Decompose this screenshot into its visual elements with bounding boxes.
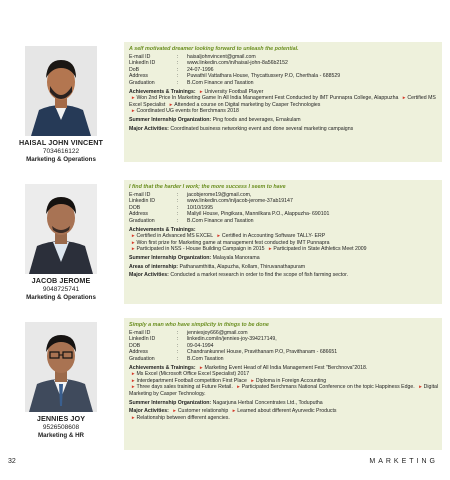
internship-line bbox=[129, 255, 444, 262]
profile-photo bbox=[25, 322, 97, 412]
achievement-item: Marketing Event Head of All India Management Fest "Berchnova"2018. bbox=[204, 364, 368, 371]
achievements-heading: Achievements & Trainings: bbox=[129, 88, 196, 95]
profile-name: JACOB JEROME bbox=[31, 276, 91, 285]
field-value: jenniesjoy666@gmail.com bbox=[187, 329, 248, 336]
field-row: E-mail ID : haisaljohnvincent@gmail.com bbox=[129, 54, 444, 61]
profile-department: Marketing & HR bbox=[37, 432, 85, 439]
major-activities-line bbox=[129, 126, 444, 133]
field-value: Chandrankunnel House, Pravithanam P.O, Pravithanam - 686651 bbox=[187, 349, 338, 356]
achievement-item: Diploma in Foreign Accounting bbox=[255, 377, 327, 384]
arrow-icon: ► bbox=[231, 408, 237, 414]
field-row: Address : Chandrankunnel House, Pravithanam P.O, Pravithanam - 686651 bbox=[129, 349, 444, 356]
field-value: 24-07-1996 bbox=[187, 66, 214, 73]
achievement-item: Certified in Accounting Software TALLY- ERP bbox=[221, 233, 326, 240]
field-value: Maliyil House, Pingikara, Mannilkara P.O., Alappuzha- 690101 bbox=[187, 211, 330, 218]
field-value: 09-04-1994 bbox=[187, 342, 214, 349]
field-value: jacobjerome19@gmail.com, bbox=[187, 191, 252, 198]
arrow-icon: ► bbox=[418, 384, 423, 390]
achievement-item: Three days sales training at Future Retail. bbox=[136, 384, 233, 391]
areas-value: Pathanamthitta, Alapuzha, Kollam, Thiruvanathapuram bbox=[179, 263, 306, 270]
arrow-icon: ► bbox=[131, 371, 136, 377]
achievement-item: Participated in State Athletics Meet 2009 bbox=[273, 246, 367, 253]
arrow-icon: ► bbox=[168, 101, 174, 107]
arrow-icon: ► bbox=[172, 408, 177, 414]
major-activities-line bbox=[129, 408, 444, 421]
field-label: Graduation bbox=[129, 355, 155, 362]
achievement-item: Digital Marketing by Casper Technology. bbox=[129, 384, 439, 397]
profile-identity bbox=[0, 46, 122, 163]
profile-phone: 9526508608 bbox=[42, 424, 80, 431]
profile-tagline: Simply a man who have simplicity in things to be done bbox=[129, 322, 269, 328]
achievements-section bbox=[129, 89, 444, 115]
profile-identity bbox=[0, 322, 122, 439]
profile-name: JENNIES JOY bbox=[36, 414, 86, 423]
field-value: B.Com Finance and Taxation bbox=[187, 217, 254, 224]
major-value: Conducted a market research in order to find the scope of fish farming sector. bbox=[170, 272, 348, 279]
field-label: DOB bbox=[129, 204, 141, 211]
internship-value: Malayala Manorama bbox=[212, 254, 260, 261]
profile-department: Marketing & Operations bbox=[26, 156, 96, 163]
arrow-icon: ► bbox=[131, 377, 136, 383]
field-label: DoB bbox=[129, 66, 140, 73]
field-row: Graduation : B.Com Taxation bbox=[129, 356, 444, 363]
field-row: E-mail ID : jacobjerome19@gmail.com, bbox=[129, 192, 444, 199]
arrow-icon: ► bbox=[131, 384, 136, 390]
achievement-item: Participated Berchmans National Conference on the topic Happiness Edge. bbox=[241, 384, 415, 391]
field-label: DOB bbox=[129, 342, 141, 349]
field-label: LinkedIn ID bbox=[129, 336, 156, 343]
profile-card-2 bbox=[0, 180, 450, 304]
profile-details bbox=[129, 184, 444, 279]
arrow-icon: ► bbox=[236, 384, 241, 390]
arrow-icon: ► bbox=[199, 88, 204, 94]
field-value: www.linkedin.com/in/haisal-john-8a56b2152 bbox=[187, 60, 288, 67]
profile-photo bbox=[25, 46, 97, 136]
major-heading: Major Activities: bbox=[129, 125, 169, 132]
arrow-icon: ► bbox=[250, 377, 255, 383]
major-item: Relationship between different agencies. bbox=[136, 414, 230, 421]
achievements-section bbox=[129, 365, 444, 398]
profile-identity bbox=[0, 184, 122, 301]
page-number: 32 bbox=[8, 458, 16, 465]
field-label: Graduation bbox=[129, 79, 155, 86]
field-label: E-mail ID bbox=[129, 329, 151, 336]
section-title: MARKETING bbox=[369, 458, 438, 465]
field-value: B.Com Finance and Taxation bbox=[187, 79, 254, 86]
internship-value: Nagarjuna Herbal Concentrates Ltd., Toduputha bbox=[212, 399, 323, 406]
achievements-section bbox=[129, 227, 444, 253]
internship-line bbox=[129, 117, 444, 124]
profile-tagline: I find that the harder I work; the more success I seem to have bbox=[129, 184, 286, 190]
achievement-item: University Football Player bbox=[204, 88, 264, 95]
achievement-item: Attended a course on Digital marketing by Casper Technologies bbox=[174, 101, 321, 108]
profile-name: HAISAL JOHN VINCENT bbox=[18, 138, 104, 147]
field-row: LinkedIn ID : linkedin.com/in/jennies-joy-394217149, bbox=[129, 336, 444, 343]
field-value: Puwathil Vattathara House, Thycattussery P.O, Cherthala - 688529 bbox=[187, 73, 341, 80]
profile-photo bbox=[25, 184, 97, 274]
arrow-icon: ► bbox=[216, 233, 221, 239]
internship-heading: Summer Internship Organization: bbox=[129, 116, 212, 123]
achievement-item: Won 2nd Price In Marketing Game In All India Management Fest Conducted by IMT Punnapra College, Alappuzha bbox=[136, 95, 399, 102]
internship-heading: Summer Internship Organization: bbox=[129, 254, 212, 261]
arrow-icon: ► bbox=[131, 233, 136, 239]
field-label: Graduation bbox=[129, 217, 155, 224]
major-heading: Major Activities: bbox=[129, 272, 169, 279]
field-value: 10/10/1995 bbox=[187, 204, 213, 211]
field-row: DOB : 10/10/1995 bbox=[129, 205, 444, 212]
achievement-item: Participated in NSS - House Building Campaign in 2015 bbox=[136, 246, 265, 253]
arrow-icon: ► bbox=[131, 414, 136, 420]
field-label: Address bbox=[129, 211, 149, 218]
field-label: Address bbox=[129, 73, 149, 80]
field-label: E-mail ID bbox=[129, 191, 151, 198]
achievement-item: Interdepartment Football competition First Place bbox=[136, 377, 247, 384]
arrow-icon: ► bbox=[131, 239, 136, 245]
arrow-icon: ► bbox=[131, 95, 136, 101]
field-row: DOB : 09-04-1994 bbox=[129, 343, 444, 350]
major-activities-line bbox=[129, 272, 444, 279]
achievement-item: Ms Excel (Microsoft Office Excel Specialist) 2017 bbox=[136, 371, 250, 378]
profile-department: Marketing & Operations bbox=[26, 294, 96, 301]
profile-tagline: A self motivated dreamer looking forward to unleash the potential. bbox=[129, 46, 299, 52]
achievements-heading: Achievements & Trainings: bbox=[129, 226, 196, 233]
arrow-icon: ► bbox=[131, 246, 136, 252]
field-row: Linkedin ID : www.linkedin.com/in/jacob-jerome-37ab19147 bbox=[129, 198, 444, 205]
arrow-icon: ► bbox=[401, 95, 407, 101]
major-item: Learned about different Ayurvedic Products bbox=[237, 408, 337, 415]
achievements-heading: Achievements & Trainings: bbox=[129, 364, 196, 371]
areas-line bbox=[129, 264, 444, 271]
field-label: E-mail ID bbox=[129, 53, 151, 60]
achievement-item: Certified MS Excel Specialist bbox=[129, 95, 436, 108]
achievement-item: Coordinated UG events for Berchmans 2018 bbox=[136, 108, 239, 115]
field-row: Address : Maliyil House, Pingikara, Mannilkara P.O., Alappuzha- 690101 bbox=[129, 211, 444, 218]
profile-card-3 bbox=[0, 318, 450, 450]
major-value: Coordinated business networking event and done several marketing campaigns bbox=[170, 125, 354, 132]
profile-phone: 9048725741 bbox=[42, 286, 80, 293]
profile-card-1 bbox=[0, 42, 450, 162]
field-value: linkedin.com/in/jennies-joy-394217149, bbox=[187, 336, 277, 343]
internship-value: Ping foods and beverages, Ernakulam bbox=[212, 116, 301, 123]
profile-phone: 7034616122 bbox=[42, 148, 80, 155]
field-row: Address : Puwathil Vattathara House, Thycattussery P.O, Cherthala - 688529 bbox=[129, 73, 444, 80]
profile-details bbox=[129, 322, 444, 421]
arrow-icon: ► bbox=[131, 108, 136, 114]
major-heading: Major Activities: bbox=[129, 408, 169, 415]
internship-line bbox=[129, 400, 444, 407]
field-label: LinkedIn ID bbox=[129, 60, 156, 67]
arrow-icon: ► bbox=[267, 246, 273, 252]
profile-details bbox=[129, 46, 444, 132]
field-value: www.linkedin.com/in/jacob-jerome-37ab19147 bbox=[187, 198, 293, 205]
achievement-item: Certified in Advanced MS EXCEL bbox=[136, 233, 213, 240]
areas-heading: Areas of internship: bbox=[129, 263, 179, 270]
arrow-icon: ► bbox=[199, 364, 204, 370]
achievement-item: Won first prize for Marketing game at management fest conducted by IMT Punnapra bbox=[136, 239, 330, 246]
field-row: Graduation : B.Com Finance and Taxation bbox=[129, 218, 444, 225]
field-value: B.Com Taxation bbox=[187, 355, 224, 362]
field-row: Graduation : B.Com Finance and Taxation bbox=[129, 80, 444, 87]
field-value: haisaljohnvincent@gmail.com bbox=[187, 53, 256, 60]
field-label: Address bbox=[129, 349, 149, 356]
major-item: Customer relationship bbox=[177, 408, 229, 415]
field-label: Linkedin ID bbox=[129, 198, 155, 205]
internship-heading: Summer Internship Organization: bbox=[129, 399, 212, 406]
field-row: E-mail ID : jenniesjoy666@gmail.com bbox=[129, 330, 444, 337]
field-row: LinkedIn ID : www.linkedin.com/in/haisal-john-8a56b2152 bbox=[129, 60, 444, 67]
field-row: DoB : 24-07-1996 bbox=[129, 67, 444, 74]
